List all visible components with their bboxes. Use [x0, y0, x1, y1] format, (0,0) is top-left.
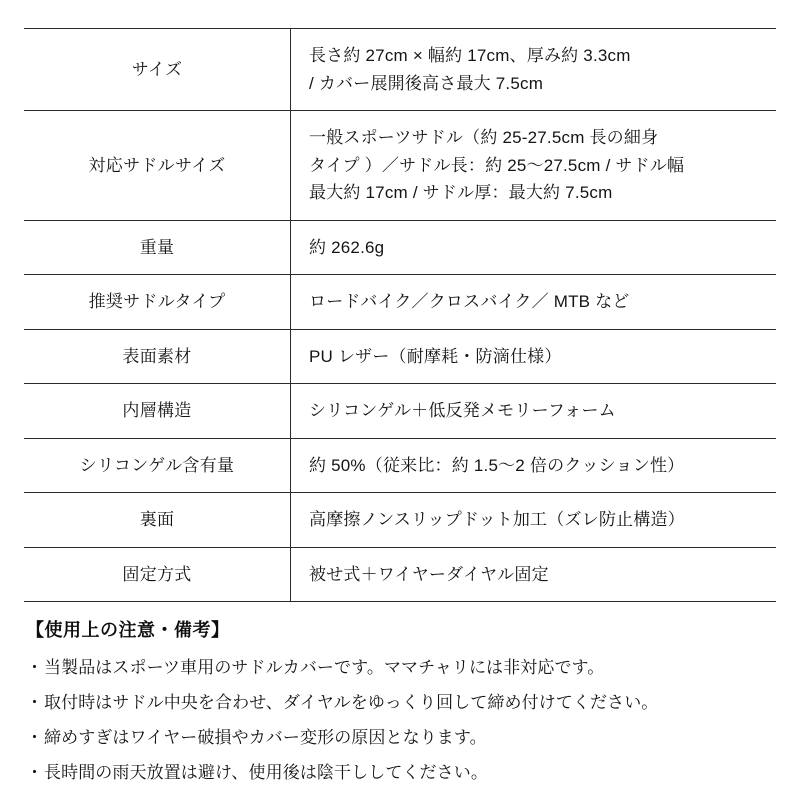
table-row — [24, 220, 776, 275]
spec-value-line: タイプ ）／サドル長：約 25〜27.5cm / サドル幅 — [309, 155, 685, 175]
table-row — [24, 29, 776, 111]
spec-value-saddle-type — [291, 275, 777, 330]
bullet-icon: ・ — [26, 762, 44, 782]
bullet-icon: ・ — [26, 728, 44, 748]
list-item — [26, 686, 776, 721]
spec-value-line: / カバー展開後高さ最大 7.5cm — [309, 73, 544, 93]
spec-value-line: 被せ式＋ワイヤーダイヤル固定 — [309, 564, 549, 584]
spec-value-fixing-method — [291, 547, 777, 602]
spec-value-line: PU レザー（耐摩耗・防滴仕様） — [309, 346, 562, 366]
spec-label-saddle-size: 対応サドルサイズ — [24, 111, 291, 221]
spec-value-saddle-size — [291, 111, 777, 221]
spec-value-weight — [291, 220, 777, 275]
table-row — [24, 547, 776, 602]
list-item — [26, 721, 776, 756]
table-row — [24, 438, 776, 493]
spec-table — [24, 28, 776, 602]
spec-value-surface-material — [291, 329, 777, 384]
note-text: 当製品はスポーツ車用のサドルカバーです。ママチャリには非対応です。 — [44, 658, 605, 678]
spec-label-silicone-content: シリコンゲル含有量 — [24, 438, 291, 493]
note-text: 締めすぎはワイヤー破損やカバー変形の原因となります。 — [44, 728, 487, 748]
spec-value-line: 一般スポーツサドル（約 25-27.5cm 長の細身 — [309, 128, 659, 148]
table-row — [24, 275, 776, 330]
note-text: 取付時はサドル中央を合わせ、ダイヤルをゆっくり回して締め付けてください。 — [44, 693, 659, 713]
notes-section — [24, 616, 776, 790]
spec-label-fixing-method: 固定方式 — [24, 547, 291, 602]
spec-label-size: サイズ — [24, 29, 291, 111]
spec-value-size — [291, 29, 777, 111]
bullet-icon: ・ — [26, 658, 44, 678]
spec-value-line: 約 262.6g — [309, 237, 385, 257]
table-row — [24, 111, 776, 221]
spec-table-body — [24, 29, 776, 602]
note-text: 長時間の雨天放置は避け、使用後は陰干ししてください。 — [44, 762, 488, 782]
list-item — [26, 651, 776, 686]
spec-value-line: 最大約 17cm / サドル厚：最大約 7.5cm — [309, 183, 613, 203]
table-row — [24, 493, 776, 548]
spec-value-line: 約 50%（従来比：約 1.5〜2 倍のクッション性） — [309, 455, 685, 475]
list-item — [26, 756, 776, 791]
spec-label-inner-structure: 内層構造 — [24, 384, 291, 439]
notes-list — [26, 651, 776, 790]
spec-label-surface-material: 表面素材 — [24, 329, 291, 384]
notes-title: 【使用上の注意・備考】 — [26, 620, 230, 641]
table-row — [24, 329, 776, 384]
bullet-icon: ・ — [26, 693, 44, 713]
spec-value-line: ロードバイク／クロスバイク／ MTB など — [309, 292, 630, 312]
spec-value-line: 長さ約 27cm × 幅約 17cm、厚み約 3.3cm — [309, 46, 631, 65]
spec-value-inner-structure — [291, 384, 777, 439]
spec-value-line: シリコンゲル＋低反発メモリーフォーム — [309, 401, 616, 421]
spec-label-weight: 重量 — [24, 220, 291, 275]
table-row — [24, 384, 776, 439]
spec-value-backside — [291, 493, 777, 548]
spec-label-backside: 裏面 — [24, 493, 291, 548]
spec-value-line: 高摩擦ノンスリップドット加工（ズレ防止構造） — [309, 510, 685, 530]
spec-label-saddle-type: 推奨サドルタイプ — [24, 275, 291, 330]
spec-value-silicone-content — [291, 438, 777, 493]
